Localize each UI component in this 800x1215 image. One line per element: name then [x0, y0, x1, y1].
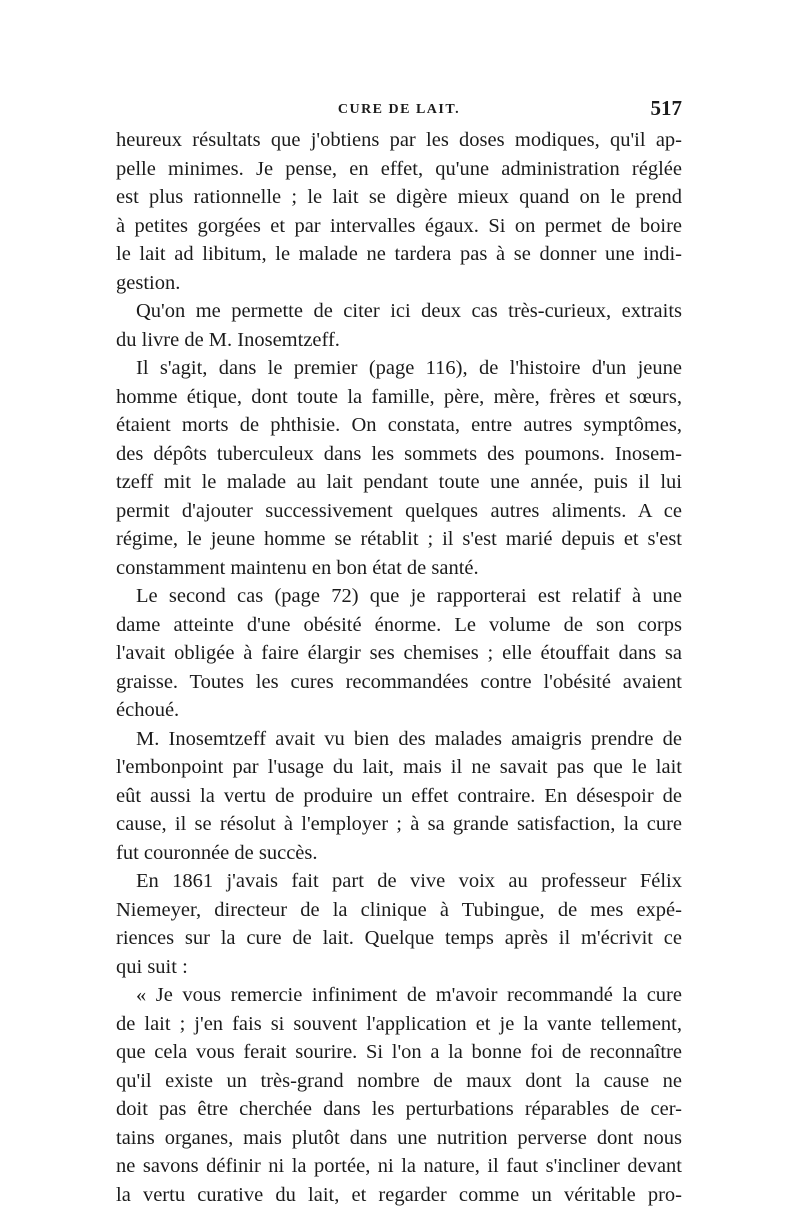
page-body [116, 126, 682, 1209]
book-page [116, 92, 682, 1209]
text-line: l'avait obligée à faire élargir ses chemises ; elle étouffait dans sa [116, 642, 682, 664]
text-line: « Je vous remercie infiniment de m'avoir recommandé la cure [136, 984, 682, 1006]
text-line: heureux résultats que j'obtiens par les doses modiques, qu'il ap- [116, 129, 682, 151]
text-line: riences sur la cure de lait. Quelque temps après il m'écrivit ce [116, 927, 682, 949]
text-line: En 1861 j'avais fait part de vive voix au professeur Félix [136, 870, 682, 892]
text-line: étaient morts de phthisie. On constata, entre autres symptômes, [116, 414, 682, 436]
text-line: permit d'ajouter successivement quelques autres aliments. A ce [116, 499, 682, 522]
text-line: dame atteinte d'une obésité énorme. Le volume de son corps [116, 613, 682, 636]
running-head: CURE DE LAIT. [337, 102, 461, 117]
text-line: de lait ; j'en fais si souvent l'application et je la vante tellement, [116, 1012, 682, 1035]
text-line: échoué. [116, 699, 180, 721]
text-line: gestion. [116, 271, 181, 294]
text-line: le lait ad libitum, le malade ne tardera pas à se donner une indi- [116, 243, 682, 265]
text-line: l'embonpoint par l'usage du lait, mais il ne savait pas que le lait [116, 756, 682, 778]
text-line: M. Inosemtzeff avait vu bien des malades amaigris prendre de [136, 727, 682, 750]
paragraph [116, 582, 682, 725]
text-line: constamment maintenu en bon état de santé. [116, 556, 479, 579]
paragraph [116, 354, 682, 582]
page-number: 517 [650, 96, 682, 120]
text-line: graisse. Toutes les cures recommandées contre l'obésité avaient [116, 670, 682, 693]
text-line: tains organes, mais plutôt dans une nutrition perverse dont nous [116, 1126, 682, 1149]
text-line: fut couronnée de succès. [116, 841, 318, 864]
text-line: qu'il existe un très-grand nombre de maux dont la cause ne [116, 1069, 682, 1092]
text-line: Il s'agit, dans le premier (page 116), de l'histoire d'un jeune [136, 357, 682, 379]
text-line: qui suit : [116, 955, 188, 978]
text-line: doit pas être cherchée dans les perturbations réparables de cer- [116, 1098, 682, 1120]
text-line: Niemeyer, directeur de la clinique à Tubingue, de mes expé- [116, 898, 682, 921]
text-line: du livre de M. Inosemtzeff. [116, 328, 340, 351]
page-header [116, 92, 682, 126]
text-line: la vertu curative du lait, et regarder comme un véritable pro- [116, 1183, 682, 1206]
paragraph [116, 126, 682, 297]
text-line: eût aussi la vertu de produire un effet contraire. En désespoir de [116, 784, 682, 807]
text-line: Qu'on me permette de citer ici deux cas très-curieux, extraits [136, 300, 682, 322]
text-line: pelle minimes. Je pense, en effet, qu'une administration réglée [116, 157, 682, 180]
paragraph [116, 725, 682, 868]
paragraph [116, 297, 682, 354]
text-line: Le second cas (page 72) que je rapporterai est relatif à une [136, 585, 682, 607]
text-line: ne savons définir ni la portée, ni la nature, il faut s'incliner devant [116, 1155, 682, 1177]
paragraph [116, 867, 682, 981]
text-line: régime, le jeune homme se rétablit ; il s'est marié depuis et s'est [116, 528, 682, 550]
text-line: est plus rationnelle ; le lait se digère mieux quand on le prend [116, 186, 682, 208]
text-line: cause, il se résolut à l'employer ; à sa grande satisfaction, la cure [116, 813, 682, 835]
text-line: à petites gorgées et par intervalles égaux. Si on permet de boire [116, 214, 682, 237]
text-line: homme étique, dont toute la famille, père, mère, frères et sœurs, [116, 385, 682, 408]
text-line: des dépôts tuberculeux dans les sommets des poumons. Inosem- [116, 442, 682, 465]
quotation-paragraph [116, 981, 682, 1209]
text-line: que cela vous ferait sourire. Si l'on a la bonne foi de reconnaître [116, 1041, 682, 1063]
text-line: tzeff mit le malade au lait pendant toute une année, puis il lui [116, 471, 682, 493]
